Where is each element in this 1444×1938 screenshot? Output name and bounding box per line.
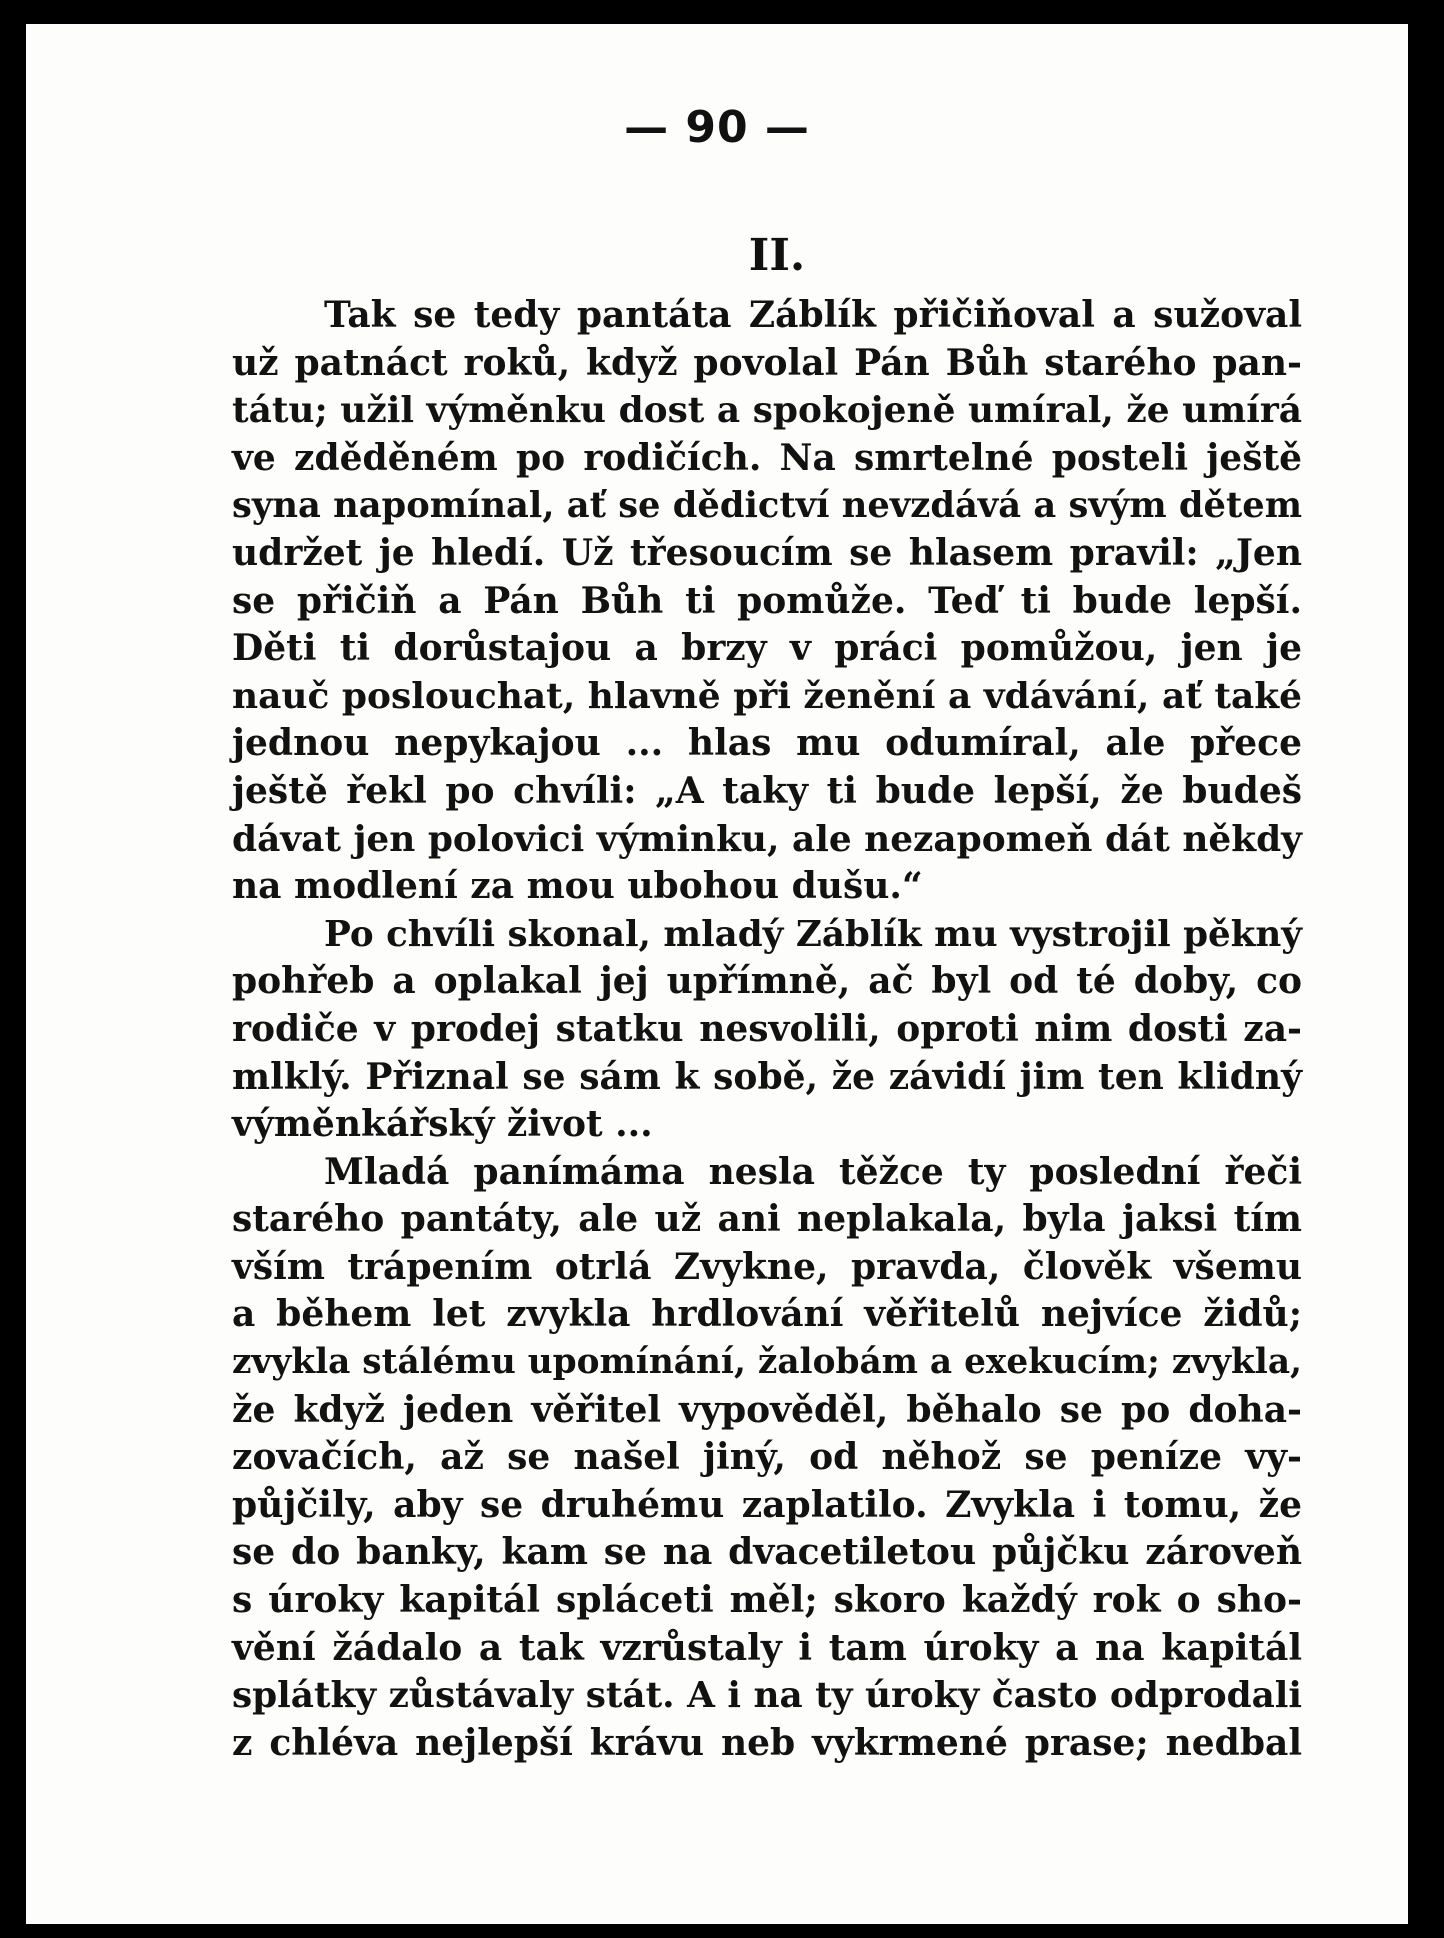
text-line: výměnkářský život ... — [232, 1103, 653, 1146]
text-line: že když jeden věřitel vypověděl, běhalo se po doha- — [232, 1388, 1302, 1431]
text-line: zvykla stálému upomínání, žalobám a exekucím; zvykla, — [232, 1342, 1302, 1383]
text-line: starého pantáty, ale už ani neplakala, byla jaksi tím — [232, 1198, 1302, 1241]
text-line: splátky zůstávaly stát. A i na ty úroky často odprodali — [232, 1674, 1302, 1717]
text-line: Mladá panímáma nesla těžce ty poslední řeči — [324, 1150, 1302, 1193]
text-line: udržet je hledí. Už třesoucím se hlasem pravil: „Jen — [232, 531, 1302, 574]
text-line: ve zděděném po rodičích. Na smrtelné posteli ještě — [232, 436, 1302, 479]
text-line: pohřeb a oplakal jej upřímně, ač byl od té doby, co — [232, 960, 1302, 1003]
body-text — [232, 292, 1302, 1767]
text-line: rodiče v prodej statku nesvolili, oproti nim dosti za- — [232, 1007, 1302, 1050]
text-line: ještě řekl po chvíli: „A taky ti bude lepší, že budeš — [232, 769, 1302, 812]
text-line: a během let zvykla hrdlování věřitelů nejvíce židů; — [232, 1293, 1302, 1336]
text-line: Po chvíli skonal, mladý Záblík mu vystrojil pěkný — [324, 913, 1302, 955]
text-line: tátu; užil výměnku dost a spokojeně umíral, že umírá — [232, 389, 1302, 432]
text-line: vění žádalo a tak vzrůstaly i tam úroky a na kapitál — [232, 1626, 1302, 1669]
text-line: dávat jen polovici výminku, ale nezapomeň dát někdy — [232, 817, 1302, 860]
text-line: syna napomínal, ať se dědictví nevzdává a svým dětem — [232, 485, 1302, 527]
chapter-heading: II. — [748, 230, 806, 281]
page-number-header: — 90 — — [624, 102, 810, 153]
text-line: půjčily, aby se druhému zaplatilo. Zvykla i tomu, že — [232, 1483, 1302, 1526]
text-line: se přičiň a Pán Bůh ti pomůže. Teď ti bude lepší. — [232, 579, 1302, 622]
text-line: jednou nepykajou ... hlas mu odumíral, ale přece — [232, 722, 1302, 765]
book-page — [26, 24, 1408, 1924]
text-line: se do banky, kam se na dvacetiletou půjčku zároveň — [232, 1531, 1302, 1574]
text-line: mlklý. Přiznal se sám k sobě, že závidí jim ten klidný — [232, 1055, 1302, 1098]
text-line: vším trápením otrlá Zvykne, pravda, člověk všemu — [232, 1245, 1302, 1288]
text-line: na modlení za mou ubohou dušu.“ — [232, 865, 923, 908]
text-line: Tak se tedy pantáta Záblík přičiňoval a sužoval — [324, 294, 1302, 336]
text-line: Děti ti dorůstajou a brzy v práci pomůžou, jen je — [232, 627, 1302, 670]
text-line: už patnáct roků, když povolal Pán Bůh starého pan- — [232, 341, 1302, 384]
text-line: s úroky kapitál spláceti měl; skoro každý rok o sho- — [232, 1579, 1302, 1622]
text-line: nauč poslouchat, hlavně při ženění a vdávání, ať také — [232, 674, 1302, 717]
text-line: z chléva nejlepší krávu neb vykrmené prase; nedbal — [232, 1721, 1302, 1764]
text-line: zovačích, až se našel jiný, od něhož se peníze vy- — [232, 1436, 1302, 1479]
